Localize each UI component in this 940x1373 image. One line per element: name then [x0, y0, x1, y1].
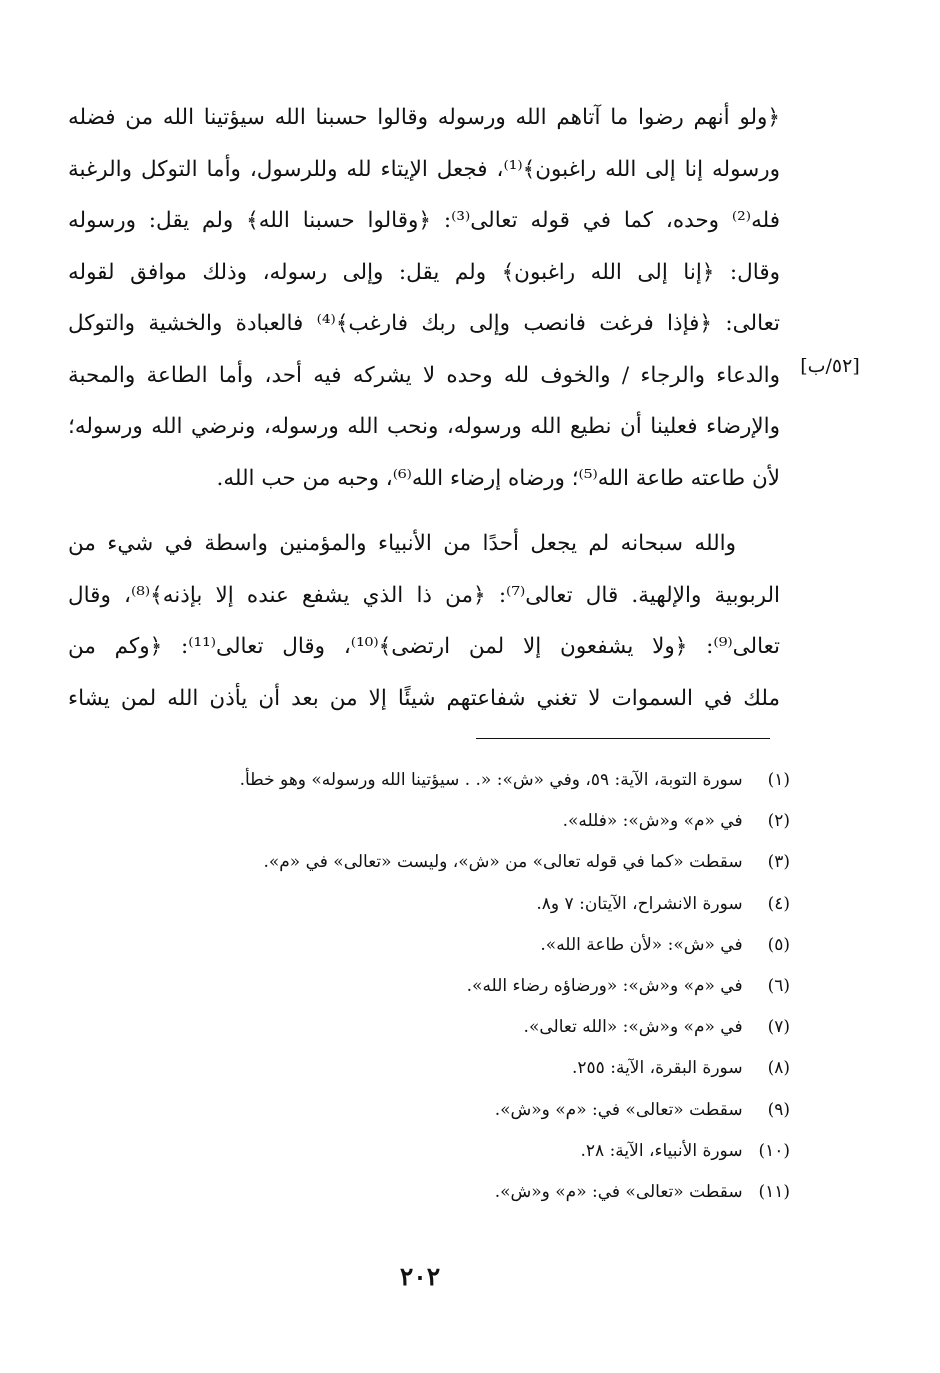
footnote-text: سقطت «كما في قوله تعالى» من «ش»، وليست «تعالى» في «م». [263, 852, 743, 873]
footnote [100, 1172, 790, 1213]
footnote-text: سورة الأنبياء، الآية: ٢٨. [580, 1140, 743, 1161]
footnotes-list [100, 760, 790, 1213]
footnote-number: (٩) [767, 1099, 790, 1120]
footnote [100, 1131, 790, 1172]
page-number: ٢٠٢ [399, 1262, 441, 1291]
footnote-text: سقطت «تعالى» في: «م» و«ش». [494, 1099, 743, 1120]
footnote-number: (٥) [767, 934, 790, 955]
footnote-number: (١١) [758, 1181, 790, 1202]
manuscript-folio-marker: [٥٢/ب] [800, 355, 860, 377]
text-line: ﴿ولو أنهم رضوا ما آتاهم الله ورسوله وقالوا حسبنا الله سيؤتينا الله من فضله [68, 105, 780, 130]
footnote-number: (٢) [767, 811, 790, 832]
footnote [100, 842, 790, 883]
main-text-block [68, 92, 780, 724]
footnote-text: في «م» و«ش»: «الله تعالى». [523, 1017, 743, 1038]
footnote [100, 1048, 790, 1089]
footnote-text: سورة الانشراح، الآيتان: ٧ و٨. [536, 893, 743, 914]
text-line: والدعاء والرجاء / والخوف لله وحده لا يشركه فيه أحد، وأما الطاعة والمحبة [68, 362, 780, 388]
footnote [100, 1007, 790, 1048]
footnote-text: في «ش»: «لأن طاعة الله». [540, 934, 743, 955]
footnote-text: سورة التوبة، الآية: ٥٩، وفي «ش»: «. . سيؤتينا الله ورسوله» وهو خطأ. [239, 770, 743, 790]
text-line: الربوبية والإلهية. قال تعالى⁽⁷⁾: ﴿من ذا الذي يشفع عنده إلا بإذنه﴾⁽⁸⁾، وقال [68, 582, 780, 608]
footnote-text: سورة البقرة، الآية: ٢٥٥. [572, 1058, 743, 1079]
text-line: ملك في السموات لا تغني شفاعتهم شيئًا إلا من بعد أن يأذن الله لمن يشاء [68, 685, 780, 711]
text-line: ورسوله إنا إلى الله راغبون﴾⁽¹⁾، فجعل الإيتاء لله وللرسول، وأما التوكل والرغبة [68, 156, 780, 182]
text-line: والإرضاء فعلينا أن نطيع الله ورسوله، ونحب الله ورسوله، ونرضي الله ورسوله؛ [68, 414, 780, 439]
footnote-text: في «م» و«ش»: «فلله». [562, 811, 743, 832]
footnote-text: في «م» و«ش»: «ورضاؤه رضاء الله». [466, 975, 743, 996]
text-line: والله سبحانه لم يجعل أحدًا من الأنبياء والمؤمنين واسطة في شيء من [68, 531, 736, 556]
footnote-number: (٦) [767, 975, 790, 996]
footnote [100, 760, 790, 801]
footnote [100, 884, 790, 925]
footnote-number: (٣) [767, 852, 790, 873]
text-line: لأن طاعته طاعة الله⁽⁵⁾؛ ورضاه إرضاء الله⁽⁶⁾، وحبه من حب الله. [216, 465, 780, 491]
text-line: تعالى: ﴿فإذا فرغت فانصب وإلى ربك فارغب﴾⁽⁴⁾ فالعبادة والخشية والتوكل [68, 311, 780, 336]
footnote-number: (٨) [767, 1058, 790, 1079]
footnote-separator [476, 738, 770, 739]
footnote-number: (١) [767, 770, 790, 790]
text-line: تعالى⁽⁹⁾: ﴿ولا يشفعون إلا لمن ارتضى﴾⁽¹⁰⁾، وقال تعالى⁽¹¹⁾: ﴿وكم من [68, 634, 780, 659]
paragraph-gap [68, 504, 780, 518]
text-line: وقال: ﴿إنا إلى الله راغبون﴾ ولم يقل: وإلى رسوله، وذلك موافق لقوله [68, 259, 780, 285]
footnote-number: (٤) [767, 893, 790, 914]
footnote [100, 1090, 790, 1131]
footnote [100, 801, 790, 842]
text-line: فله⁽²⁾ وحده، كما في قوله تعالى⁽³⁾: ﴿وقالوا حسبنا الله﴾ ولم يقل: ورسوله [68, 208, 780, 233]
footnote [100, 925, 790, 966]
footnote-number: (٧) [767, 1017, 790, 1038]
footnote-text: سقطت «تعالى» في: «م» و«ش». [494, 1181, 743, 1202]
footnote [100, 966, 790, 1007]
footnote-number: (١٠) [758, 1140, 790, 1161]
